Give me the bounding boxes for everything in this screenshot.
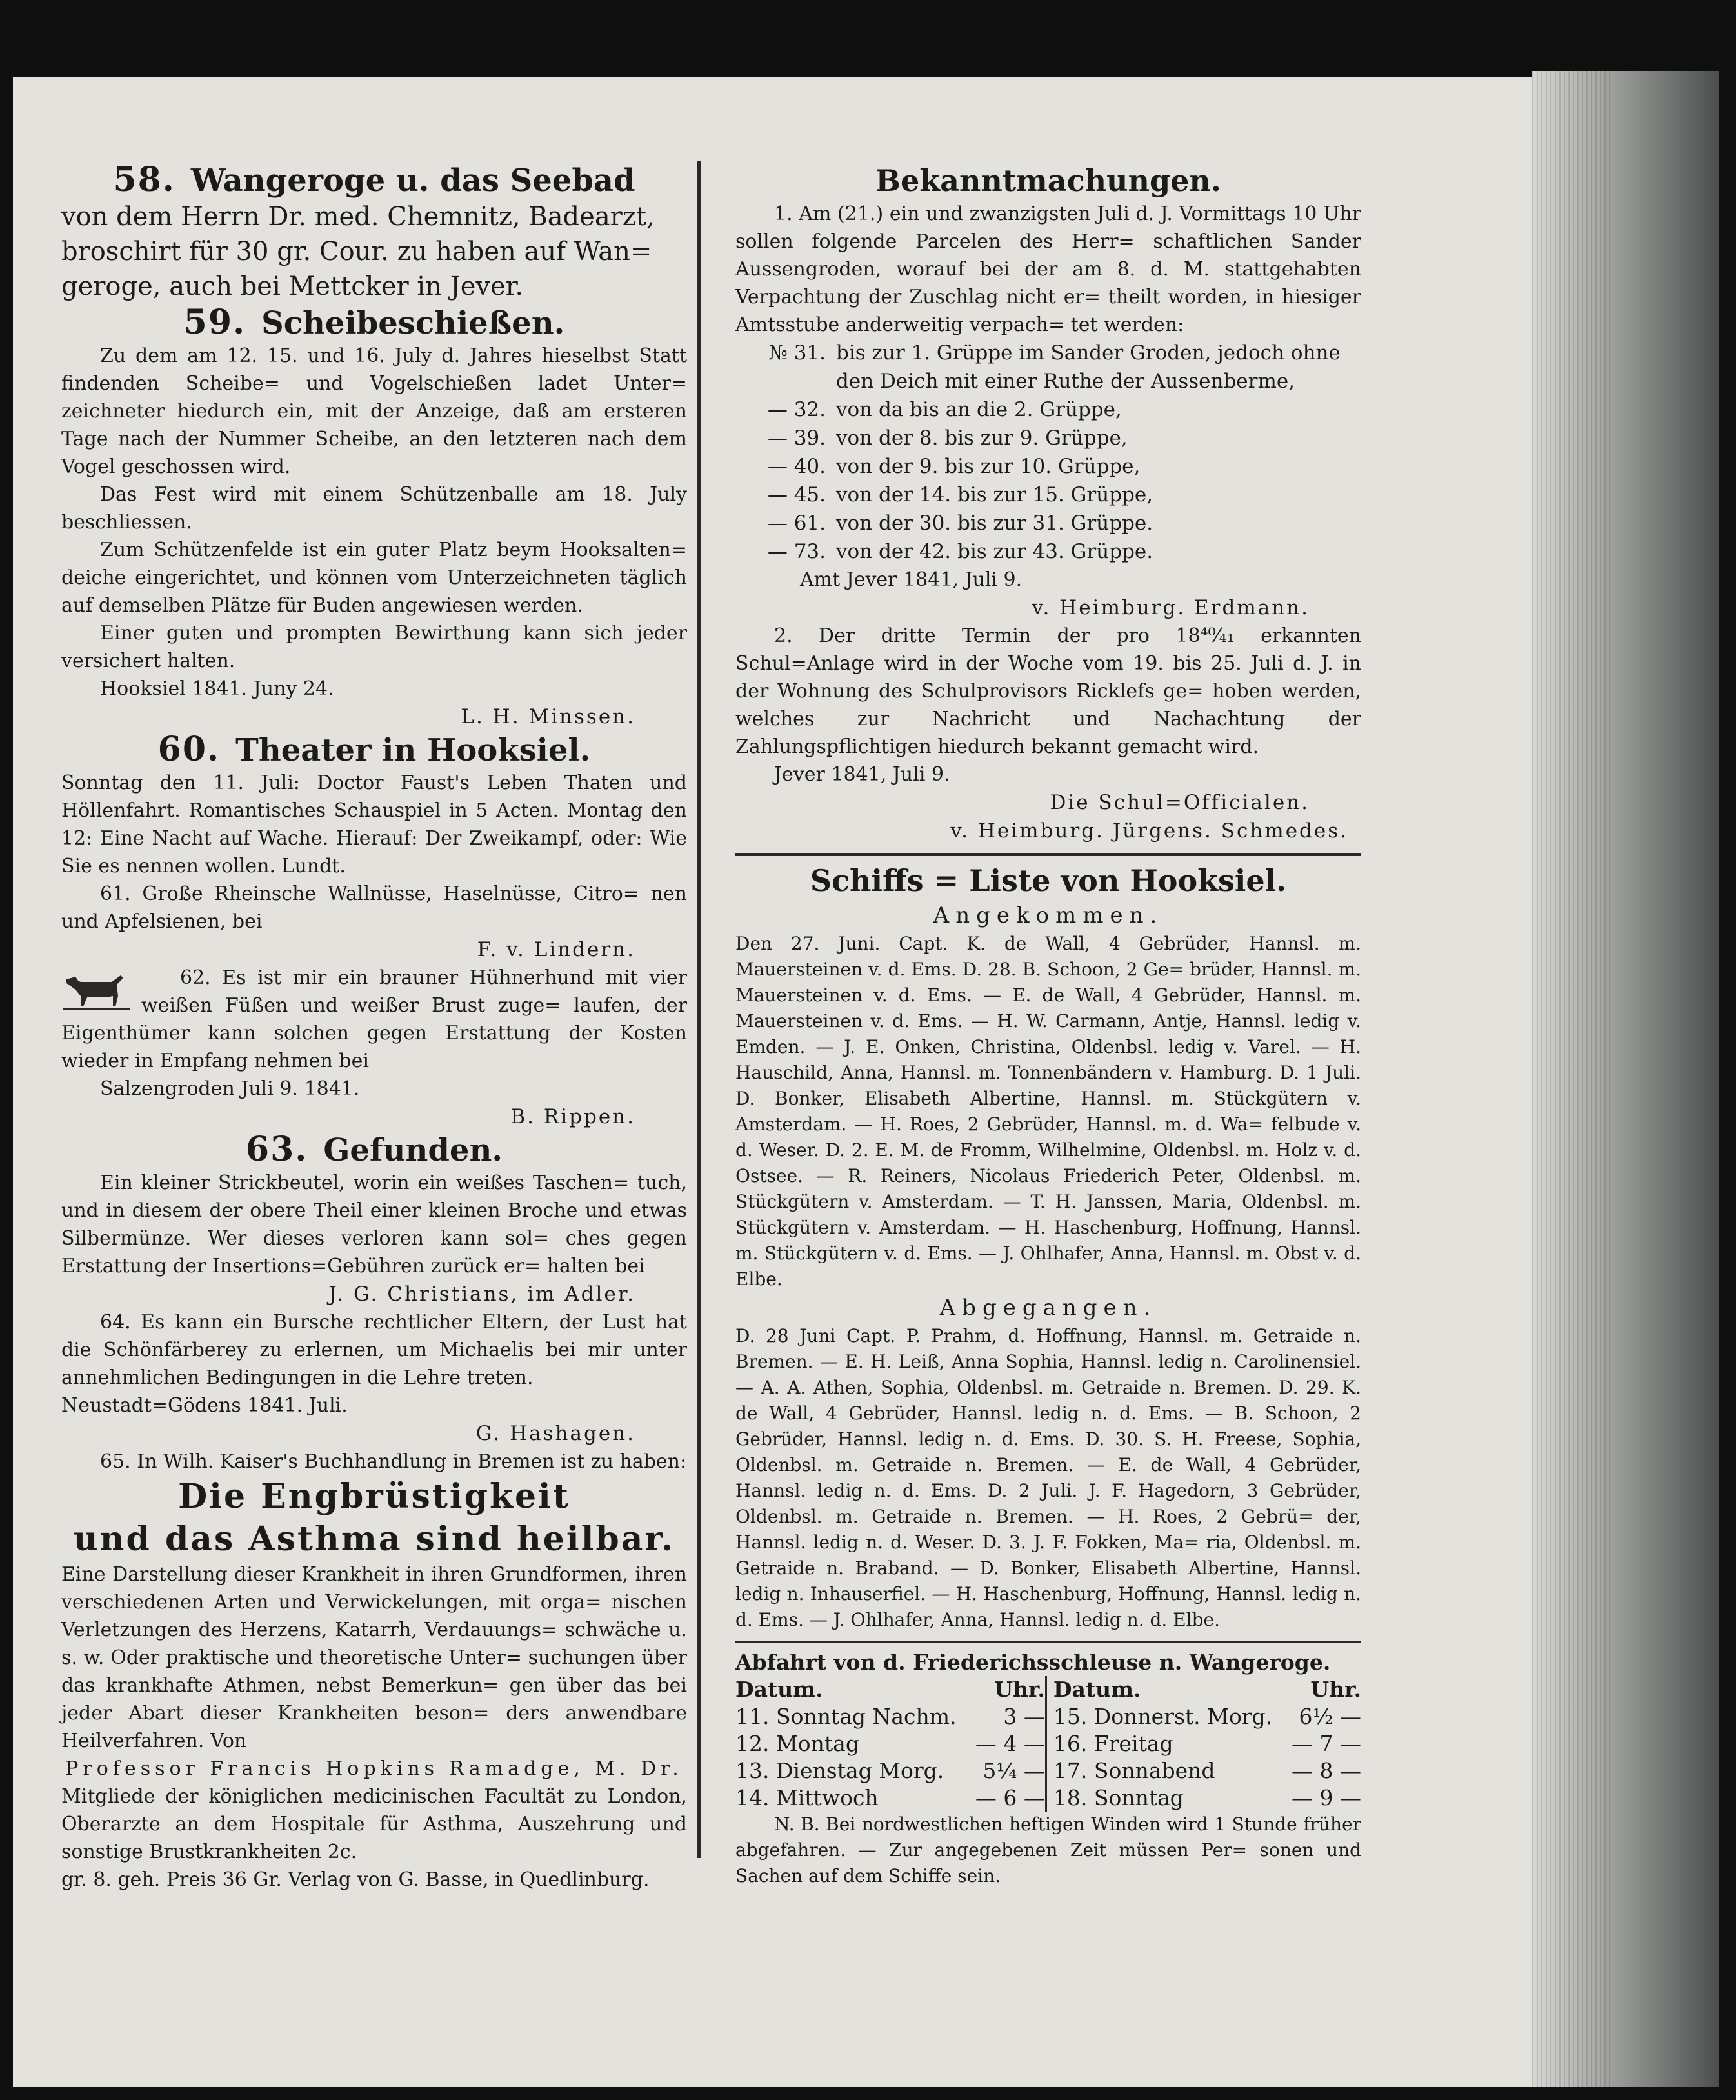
divider <box>735 1641 1361 1643</box>
left-column <box>61 161 687 1894</box>
dog-icon <box>61 968 132 1013</box>
notice-62-place: Salzengroden Juli 9. 1841. <box>100 1077 360 1100</box>
announcement-2-signature-names: v. Heimburg. Jürgens. Schmedes. <box>950 819 1348 843</box>
notice-59-text-2: Das Fest wird mit einem Schützenballe am 18. July beschliessen. <box>61 483 687 534</box>
notice-62-signature: B. Rippen. <box>510 1105 635 1128</box>
schedule-row: 14. Mittwoch — 6 — 18. Sonntag — 9 — <box>735 1785 1361 1810</box>
parcel-row: — 40. von der 9. bis zur 10. Grüppe, <box>767 455 1141 478</box>
schedule-table <box>735 1676 1361 1812</box>
notice-63-text: Ein kleiner Strickbeutel, worin ein weißes Taschen= tuch, und in diesem der obere Theil einer kleinen Broche und etwas Silbermünze. Wer dieses verloren kann sol= ches gegen Erstattung der Insertions=Gebühren zurück er= halten bei <box>61 1172 687 1277</box>
book-price: gr. 8. geh. Preis 36 Gr. Verlag von G. Basse, in Quedlinburg. <box>61 1868 650 1891</box>
parcel-row: — 61. von der 30. bis zur 31. Grüppe. <box>767 512 1153 535</box>
right-column <box>735 161 1361 1889</box>
notice-61-text: 61. Große Rheinsche Wallnüsse, Haselnüsse, Citro= nen und Apfelsienen, bei <box>61 883 687 933</box>
arrivals-heading: Angekommen. <box>933 903 1164 928</box>
notice-64-signature: G. Hashagen. <box>475 1422 635 1445</box>
parcel-row: № 31. bis zur 1. Grüppe im Sander Groden, jedoch ohne den Deich mit einer Ruthe der Aussenberme, <box>768 341 1341 393</box>
book-author: Professor Francis Hopkins Ramadge, M. Dr. <box>65 1757 683 1780</box>
divider <box>735 853 1361 856</box>
notice-59-text-4: Einer guten und prompten Bewirthung kann sich jeder versichert halten. <box>61 622 687 672</box>
notice-59-text-3: Zum Schützenfelde ist ein guter Platz beym Hooksalten= deiche eingerichtet, und können vom Unterzeichneten täglich auf demselben Plätze für Buden angewiesen werden. <box>61 539 687 617</box>
parcel-row: — 45. von der 14. bis zur 15. Grüppe, <box>767 483 1153 506</box>
departures-heading: Abgegangen. <box>939 1295 1157 1321</box>
announcement-1-text: 1. Am (21.) ein und zwanzigsten Juli d. J. Vormittags 10 Uhr sollen folgende Parcelen des Herr= schaftlichen Sander Aussengroden, worauf bei der am 8. d. M. stattgehabten Verpachtung der Zuschlag nicht er= theilt worden, in hiesiger Amtsstube anderweitig verpach= tet werden: <box>735 203 1361 336</box>
notice-58-line-1: von dem Herrn Dr. med. Chemnitz, Badearzt, <box>61 202 655 232</box>
departures-text: D. 28 Juni Capt. P. Prahm, d. Hoffnung, Hannsl. m. Getraide n. Bremen. — E. H. Leiß, Anna Sophia, Hannsl. ledig n. Carolinensiel. — A. A. Athen, Sophia, Oldenbsl. m. Getraide n. Bremen. D. 29. K. de Wall, 4 Gebrüder, Hannsl. ledig n. d. Ems. — B. Schoon, 2 Gebrüder, Hannsl. ledig n. d. Ems. D. 30. S. H. Freese, Sophia, Oldenbsl. m. Getraide n. Bremen. — E. de Wall, 4 Gebrüder, Hannsl. ledig n. d. Ems. D. 2 Juli. J. F. Hagedorn, 3 Gebrüder, Oldenbsl. m. Getraide n. Bremen. — H. Roes, 2 Gebrü= der, Hannsl. ledig n. d. Weser. D. 3. J. F. Fokken, Ma= ria, Oldenbsl. m. Getraide n. Braband. — D. Bonker, Elisabeth Albertine, Hannsl. ledig n. Inhauserfiel. — H. Haschenburg, Hoffnung, Hannsl. ledig n. d. Ems. — J. Ohlhafer, Anna, Hannsl. ledig n. d. Elbe. <box>735 1325 1361 1630</box>
announcement-1-place: Amt Jever 1841, Juli 9. <box>800 568 1023 591</box>
book-title-line-1: Die Engbrüstigkeit <box>178 1477 570 1516</box>
book-description: Eine Darstellung dieser Krankheit in ihren Grundformen, ihren verschiedenen Arten und Verwickelungen, mit orga= nischen Verletzungen des Herzens, Katarrh, Verdauungs= schwäche u. s. w. Oder praktische und theoretische Unter= suchungen über das krankhafte Athmen, nebst Bemerkun= gen über das bei jeder Abart dieser Krankheiten beson= ders anwendbare Heilverfahren. Von <box>61 1563 687 1752</box>
announcement-1-signature: v. Heimburg. Erdmann. <box>1032 596 1310 619</box>
parcel-list <box>735 339 1361 566</box>
book-title-line-2: und das Asthma sind heilbar. <box>73 1519 675 1559</box>
notice-61-signature: F. v. Lindern. <box>477 938 635 961</box>
schedule-row: 12. Montag — 4 — 16. Freitag — 7 — <box>735 1731 1361 1756</box>
notice-62-text: 62. Es ist mir ein brauner Hühnerhund mit vier weißen Füßen und weißer Brust zuge= laufen, der Eigenthümer kann solchen gegen Erstattung der Kosten wieder in Empfang nehmen bei <box>61 966 687 1072</box>
notice-64-text: 64. Es kann ein Bursche rechtlicher Eltern, der Lust hat die Schönfärberey zu erlernen, um Michaelis bei mir unter annehmlichen Bedingungen in die Lehre treten. <box>61 1311 687 1389</box>
notice-58-line-2: broschirt für 30 gr. Cour. zu haben auf Wan= <box>61 237 652 266</box>
parcel-row: — 39. von der 8. bis zur 9. Grüppe, <box>767 426 1128 450</box>
notice-60-text: Sonntag den 11. Juli: Doctor Faust's Leben Thaten und Höllenfahrt. Romantisches Schauspiel in 5 Acten. Montag den 12: Eine Nacht auf Wache. Hierauf: Der Zweikampf, oder: Wie Sie es nennen wollen. Lundt. <box>61 772 687 877</box>
arrivals-text: Den 27. Juni. Capt. K. de Wall, 4 Gebrüder, Hannsl. m. Mauersteinen v. d. Ems. D. 28. B. Schoon, 2 Ge= brüder, Hannsl. m. Mauersteinen v. d. Ems. — E. de Wall, 4 Gebrüder, Hannsl. m. Mauersteinen v. d. Ems. — H. W. Carmann, Antje, Hannsl. ledig v. Emden. — J. E. Onken, Christina, Oldenbsl. ledig v. Varel. — H. Hauschild, Anna, Hannsl. m. Tonnenbändern v. Hamburg. D. 1 Juli. D. Bonker, Elisabeth Albertine, Hannsl. m. Stückgütern v. Amsterdam. — H. Roes, 2 Gebrüder, Hannsl. m. d. Wa= felbude v. d. Weser. D. 2. E. M. de Fromm, Wilhelmine, Oldenbsl. m. Holz v. d. Ostsee. — R. Reiners, Nicolaus Friederich Peter, Oldenbsl. m. Stückgütern v. Amsterdam. — T. H. Janssen, Maria, Oldenbsl. m. Stückgütern v. Amsterdam. — H. Haschenburg, Hoffnung, Hannsl. m. Stückgütern v. d. Ems. — J. Ohlhafer, Anna, Hannsl. m. Obst v. d. Elbe. <box>735 933 1361 1290</box>
column-rule <box>697 161 701 1858</box>
notice-63-heading: 63. Gefunden. <box>245 1130 503 1169</box>
schedule-note: N. B. Bei nordwestlichen heftigen Winden wird 1 Stunde früher abgefahren. — Zur angegebenen Zeit müssen Per= sonen und Sachen auf dem Schiffe sein. <box>735 1814 1361 1886</box>
announcement-2-signature-title: Die Schul=Officialen. <box>1050 791 1310 814</box>
schedule-header-row: Datum. Uhr. Datum. Uhr. <box>735 1677 1361 1702</box>
parcel-row: — 32. von da bis an die 2. Grüppe, <box>767 398 1122 421</box>
notice-58-line-3: geroge, auch bei Mettcker in Jever. <box>61 272 524 301</box>
notice-60-heading: 60. Theater in Hooksiel. <box>157 730 591 769</box>
announcements-heading: Bekanntmachungen. <box>875 163 1221 198</box>
book-edge <box>1532 71 1719 2087</box>
notice-62 <box>61 964 687 1075</box>
notice-64-place: Neustadt=Gödens 1841. Juli. <box>61 1394 348 1417</box>
notice-59-heading: 59. Scheibeschießen. <box>183 303 565 342</box>
notice-59-place: Hooksiel 1841. Juny 24. <box>100 677 334 700</box>
notice-65-text: 65. In Wilh. Kaiser's Buchhandlung in Bremen ist zu haben: <box>100 1450 687 1473</box>
announcement-2-place: Jever 1841, Juli 9. <box>774 763 950 786</box>
notice-63-signature: J. G. Christians, im Adler. <box>328 1283 635 1306</box>
book-author-titles: Mitgliede der königlichen medicinischen Facultät zu London, Oberarzte an dem Hospitale für Asthma, Auszehrung und sonstige Brustkrankheiten 2c. <box>61 1785 687 1863</box>
schedule-row: 13. Dienstag Morg. 5¼ — 17. Sonnabend — 8 — <box>735 1758 1361 1783</box>
announcement-2-text: 2. Der dritte Termin der pro 18⁴⁰⁄₄₁ erkannten Schul=Anlage wird in der Woche vom 19. bis 25. Juli d. J. in der Wohnung des Schulprovisors Ricklefs ge= hoben werden, welches zur Nachricht und Nachachtung der Zahlungspflichtigen hiedurch bekannt gemacht wird. <box>735 625 1361 758</box>
ship-list-heading: Schiffs = Liste von Hooksiel. <box>810 863 1287 898</box>
parcel-row: — 73. von der 42. bis zur 43. Grüppe. <box>767 540 1153 563</box>
schedule-row: 11. Sonntag Nachm. 3 — 15. Donnerst. Morg. 6½ — <box>735 1704 1361 1729</box>
notice-59-signature: L. H. Minssen. <box>461 705 635 728</box>
notice-59-text-1: Zu dem am 12. 15. und 16. July d. Jahres hieselbst Statt findenden Scheibe= und Vogelschießen ladet Unter= zeichneter hiedurch ein, mit der Anzeige, daß am ersteren Tage nach der Nummer Scheibe, an den letzteren nach dem Vogel geschossen wird. <box>61 345 687 478</box>
notice-58-heading: 58. Wangeroge u. das Seebad <box>113 160 635 199</box>
schedule-heading: Abfahrt von d. Friederichsschleuse n. Wangeroge. <box>735 1650 1331 1675</box>
